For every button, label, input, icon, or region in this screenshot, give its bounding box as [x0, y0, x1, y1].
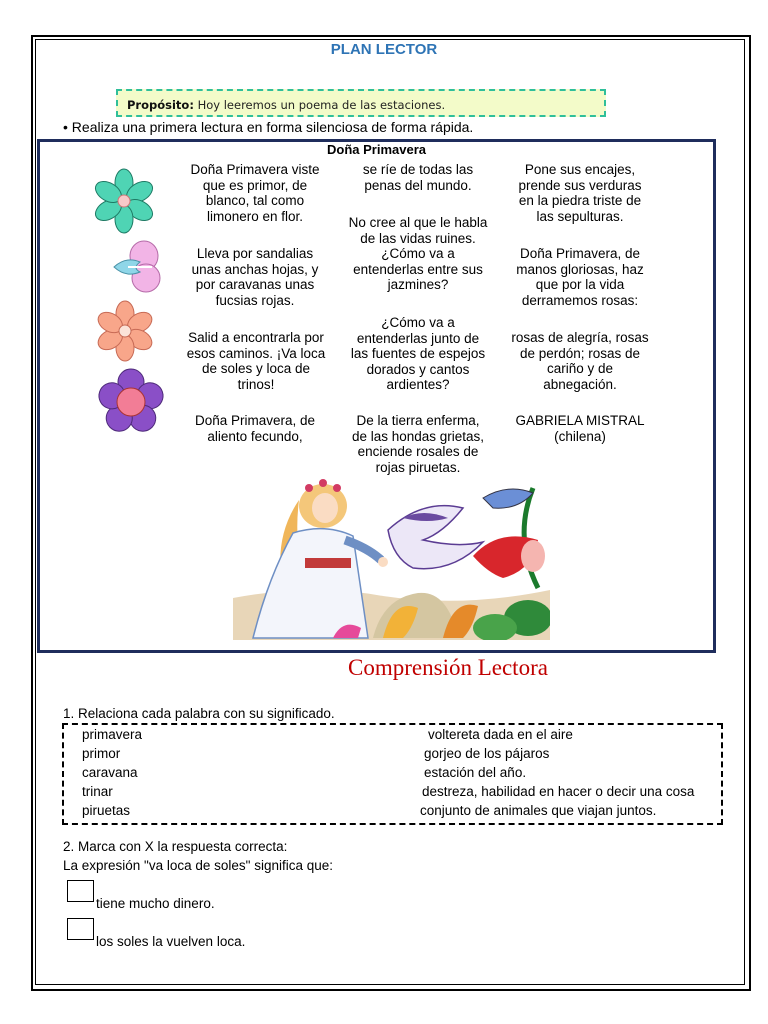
purpose-box: [116, 89, 606, 117]
poem-stanza-7: ¿Cómo va a entenderlas junto de las fuentes de espejos dorados y cantos ardientes?: [350, 315, 486, 392]
instruction: • Realiza una primera lectura en forma silenciosa de forma rápida.: [63, 119, 474, 135]
purpose-text: Hoy leeremos un poema de las estaciones.: [193, 98, 446, 112]
poem-stanza-5: se ríe de todas las penas del mundo.: [362, 162, 474, 193]
poem-stanza-1: Doña Primavera viste que es primor, de blanco, tal como limonero en flor.: [190, 162, 320, 224]
answer-checkbox-2[interactable]: [67, 918, 94, 940]
answer-option-2: los soles la vuelven loca.: [96, 934, 246, 949]
match-meaning-1: voltereta dada en el aire: [428, 727, 573, 742]
match-meaning-4: destreza, habilidad en hacer o decir una cosa: [422, 784, 695, 799]
answer-option-1: tiene mucho dinero.: [96, 896, 215, 911]
orange-flower-icon: [92, 300, 158, 362]
question-2-prompt: 2. Marca con X la respuesta correcta:: [63, 839, 288, 854]
match-meaning-2: gorjeo de los pájaros: [424, 746, 550, 761]
poem-stanza-6: No cree al que le habla de las vidas ruines. ¿Cómo va a entenderlas entre sus jazmines?: [348, 215, 488, 292]
poem-stanza-2: Lleva por sandalias unas anchas hojas, y por caravanas unas fucsias rojas.: [191, 246, 319, 308]
poem-stanza-10: Doña Primavera, de manos gloriosas, haz que por la vida derramemos rosas:: [516, 246, 644, 308]
match-word-1: primavera: [82, 727, 143, 742]
purple-flower-icon: [96, 368, 166, 436]
poem-stanza-11: rosas de alegría, rosas de perdón; rosas de cariño y de abnegación.: [511, 330, 649, 392]
question-1-prompt: 1. Relaciona cada palabra con su significado.: [63, 706, 335, 721]
poem-stanza-9: Pone sus encajes, prende sus verduras en la piedra triste de las sepulturas.: [518, 162, 642, 224]
poem-title: Doña Primavera: [327, 142, 426, 157]
poem-author: GABRIELA MISTRAL (chilena): [515, 413, 645, 444]
pink-bud-flower-icon: [108, 238, 162, 296]
spring-lady-illustration: [233, 478, 550, 640]
match-word-4: trinar: [82, 784, 113, 799]
purpose-label: Propósito:: [127, 98, 194, 112]
answer-checkbox-1[interactable]: [67, 880, 94, 902]
match-meaning-5: conjunto de animales que viajan juntos.: [420, 803, 657, 818]
match-word-2: primor: [82, 746, 121, 761]
match-word-5: piruetas: [82, 803, 131, 818]
instruction-text: Realiza una primera lectura en forma silenciosa de forma rápida.: [71, 119, 474, 135]
match-word-3: caravana: [82, 765, 138, 780]
poem-stanza-8: De la tierra enferma, de las hondas grietas, enciende rosales de rojas piruetas.: [351, 413, 485, 475]
teal-flower-icon: [90, 168, 158, 234]
poem-stanza-4: Doña Primavera, de aliento fecundo,: [194, 413, 316, 444]
page-title: PLAN LECTOR: [330, 41, 438, 58]
comprehension-title: Comprensión Lectora: [348, 655, 548, 680]
question-2-text: La expresión "va loca de soles" significa que:: [63, 858, 333, 873]
poem-stanza-3: Salid a encontrarla por esos caminos. ¡Va loca de soles y loca de trinos!: [186, 330, 326, 392]
match-meaning-3: estación del año.: [424, 765, 527, 780]
